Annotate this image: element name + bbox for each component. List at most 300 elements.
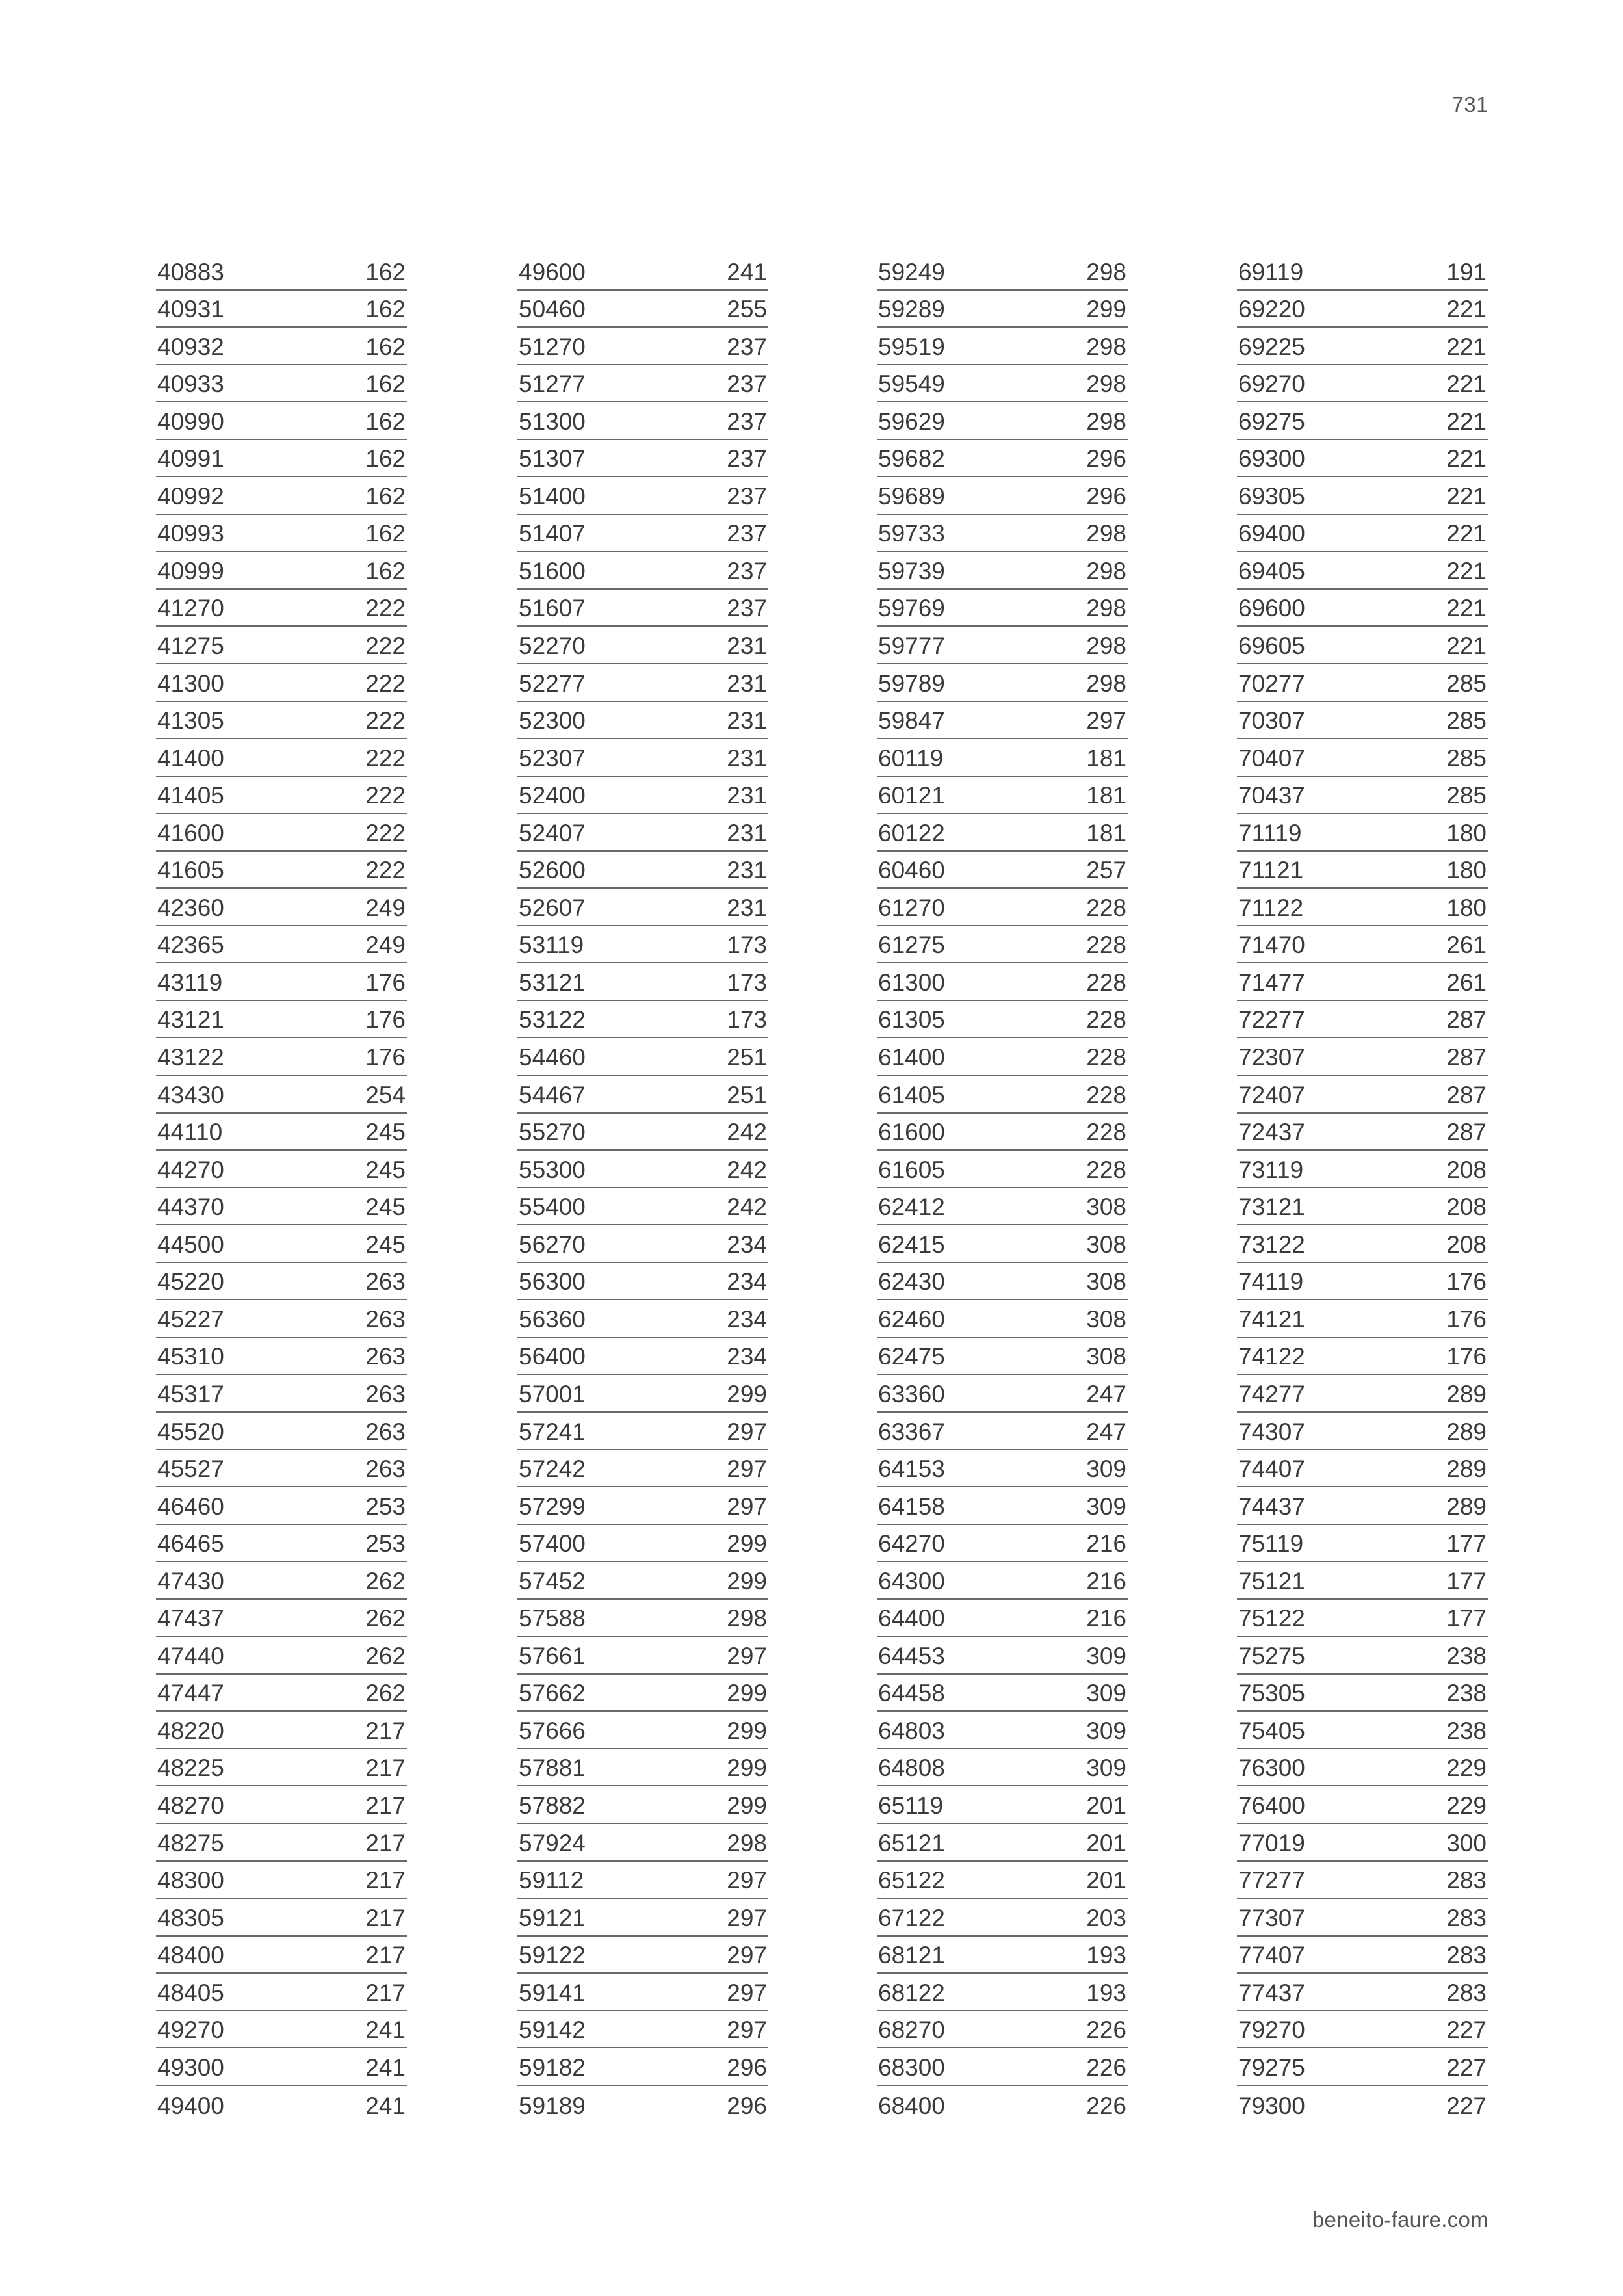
index-row (1237, 1151, 1488, 1188)
page-reference: 262 (365, 1642, 406, 1669)
page-reference: 287 (1446, 1006, 1487, 1034)
reference-code: 45317 (157, 1380, 224, 1407)
index-row (156, 328, 407, 365)
index-row (877, 2048, 1128, 2086)
index-row (156, 1824, 407, 1862)
page-reference: 221 (1446, 482, 1487, 510)
reference-code: 75275 (1238, 1642, 1305, 1669)
reference-code: 75121 (1238, 1567, 1305, 1595)
index-row (156, 2048, 407, 2086)
index-row (1237, 1188, 1488, 1226)
index-row (517, 1824, 768, 1862)
reference-code: 41300 (157, 670, 224, 697)
page-reference: 227 (1446, 2093, 1487, 2120)
reference-code: 61270 (878, 894, 945, 921)
page-reference: 234 (727, 1268, 767, 1296)
page-reference: 263 (365, 1380, 406, 1407)
page-reference: 245 (365, 1231, 406, 1258)
reference-code: 44270 (157, 1156, 224, 1183)
reference-code: 76400 (1238, 1792, 1305, 1819)
page-reference: 173 (727, 1006, 767, 1034)
page-reference: 249 (365, 894, 406, 921)
reference-code: 71121 (1238, 857, 1304, 884)
index-columns (0, 253, 1623, 2125)
index-row (156, 1862, 407, 1899)
index-row (1237, 926, 1488, 964)
index-row (517, 1038, 768, 1076)
reference-code: 53119 (519, 932, 584, 959)
page-reference: 221 (1446, 296, 1487, 323)
index-row (156, 1413, 407, 1450)
reference-code: 47430 (157, 1567, 224, 1595)
reference-code: 68400 (878, 2093, 945, 2120)
index-row (156, 1338, 407, 1376)
index-row (877, 1413, 1128, 1450)
reference-code: 53122 (519, 1006, 586, 1034)
page-reference: 217 (365, 1904, 406, 1931)
reference-code: 64300 (878, 1567, 945, 1595)
page-reference: 263 (365, 1268, 406, 1296)
page-reference: 162 (365, 408, 406, 435)
page-reference: 217 (365, 1979, 406, 2006)
reference-code: 59289 (878, 296, 945, 323)
index-row (1237, 1450, 1488, 1488)
index-row (1237, 664, 1488, 702)
page-reference: 299 (727, 1755, 767, 1782)
index-row (1237, 590, 1488, 627)
index-row (517, 1450, 768, 1488)
reference-code: 49270 (157, 2016, 224, 2044)
reference-code: 61600 (878, 1119, 945, 1146)
page-reference: 289 (1446, 1380, 1487, 1407)
page-reference: 299 (727, 1680, 767, 1707)
page-reference: 177 (1446, 1567, 1487, 1595)
index-row (156, 1786, 407, 1824)
index-row (877, 1862, 1128, 1899)
index-row (877, 1263, 1128, 1301)
index-row (1237, 1338, 1488, 1376)
reference-code: 57452 (519, 1567, 586, 1595)
index-row (517, 1188, 768, 1226)
page-reference: 217 (365, 1717, 406, 1744)
page-reference: 245 (365, 1156, 406, 1183)
index-row (1237, 1637, 1488, 1675)
reference-code: 61305 (878, 1006, 945, 1034)
page-reference: 262 (365, 1680, 406, 1707)
index-row (1237, 1937, 1488, 1974)
reference-code: 56360 (519, 1305, 586, 1333)
index-row (1237, 1712, 1488, 1749)
reference-code: 51600 (519, 557, 586, 584)
reference-code: 57400 (519, 1530, 586, 1558)
reference-code: 75305 (1238, 1680, 1305, 1707)
index-row (1237, 328, 1488, 365)
reference-code: 59249 (878, 258, 945, 285)
reference-code: 59739 (878, 557, 945, 584)
index-row (517, 1525, 768, 1563)
reference-code: 65122 (878, 1867, 945, 1894)
index-row (156, 1525, 407, 1563)
page-reference: 309 (1086, 1642, 1126, 1669)
page-reference: 226 (1086, 2093, 1126, 2120)
reference-code: 71122 (1238, 894, 1304, 921)
reference-code: 61605 (878, 1156, 945, 1183)
reference-code: 44110 (157, 1119, 223, 1146)
reference-code: 59112 (519, 1867, 584, 1894)
index-row (156, 889, 407, 926)
page-reference: 201 (1086, 1867, 1126, 1894)
index-row (1237, 963, 1488, 1001)
index-row (517, 664, 768, 702)
page-reference: 231 (727, 744, 767, 772)
reference-code: 72307 (1238, 1044, 1305, 1071)
page-reference: 228 (1086, 969, 1126, 996)
reference-code: 41400 (157, 744, 224, 772)
index-row (1237, 1675, 1488, 1712)
index-row (1237, 627, 1488, 664)
reference-code: 64270 (878, 1530, 945, 1558)
reference-code: 50460 (519, 296, 586, 323)
page-reference: 287 (1446, 1044, 1487, 1071)
page-reference: 181 (1086, 819, 1126, 846)
reference-code: 43430 (157, 1081, 224, 1108)
index-row (517, 739, 768, 777)
page-reference: 181 (1086, 744, 1126, 772)
index-row (1237, 1300, 1488, 1338)
reference-code: 54460 (519, 1044, 586, 1071)
reference-code: 69119 (1238, 258, 1304, 285)
reference-code: 64400 (878, 1605, 945, 1632)
reference-code: 41275 (157, 633, 224, 660)
page-reference: 231 (727, 707, 767, 735)
index-row (877, 702, 1128, 740)
reference-code: 57662 (519, 1680, 586, 1707)
index-row (517, 702, 768, 740)
reference-code: 51407 (519, 520, 586, 547)
index-row (156, 1487, 407, 1525)
reference-code: 74119 (1238, 1268, 1304, 1296)
page-reference: 297 (727, 1455, 767, 1483)
reference-code: 65121 (878, 1829, 945, 1857)
reference-code: 74437 (1238, 1493, 1305, 1520)
reference-code: 64153 (878, 1455, 945, 1483)
index-row (156, 477, 407, 515)
reference-code: 63367 (878, 1418, 945, 1445)
page-reference: 222 (365, 744, 406, 772)
reference-code: 57001 (519, 1380, 586, 1407)
index-row (156, 590, 407, 627)
index-row (877, 1749, 1128, 1787)
page-reference: 298 (1086, 371, 1126, 398)
reference-code: 69605 (1238, 633, 1305, 660)
page-reference: 180 (1446, 894, 1487, 921)
index-row (877, 477, 1128, 515)
index-row (877, 2086, 1128, 2124)
index-row (517, 2048, 768, 2086)
index-row (1237, 1786, 1488, 1824)
reference-code: 59769 (878, 595, 945, 622)
index-row (156, 253, 407, 291)
page-reference: 191 (1446, 258, 1487, 285)
page-reference: 176 (365, 1006, 406, 1034)
page-reference: 181 (1086, 782, 1126, 809)
index-row (156, 402, 407, 440)
index-row (156, 2086, 407, 2124)
index-row (1237, 1600, 1488, 1637)
reference-code: 42360 (157, 894, 224, 921)
index-row (517, 1862, 768, 1899)
page-reference: 242 (727, 1156, 767, 1183)
page-reference: 231 (727, 633, 767, 660)
reference-code: 42365 (157, 932, 224, 959)
reference-code: 53121 (519, 969, 586, 996)
index-row (877, 515, 1128, 553)
index-row (156, 1637, 407, 1675)
index-row (517, 1263, 768, 1301)
index-row (517, 2086, 768, 2124)
index-row (1237, 1038, 1488, 1076)
page-reference: 283 (1446, 1867, 1487, 1894)
reference-code: 72407 (1238, 1081, 1305, 1108)
page-reference: 162 (365, 333, 406, 360)
index-row (156, 552, 407, 590)
index-row (156, 1225, 407, 1263)
reference-code: 59549 (878, 371, 945, 398)
page-reference: 262 (365, 1567, 406, 1595)
index-row (877, 1450, 1128, 1488)
index-row (877, 852, 1128, 889)
reference-code: 60460 (878, 857, 945, 884)
page-reference: 176 (365, 1044, 406, 1071)
page-reference: 237 (727, 371, 767, 398)
reference-code: 57924 (519, 1829, 586, 1857)
page-reference: 229 (1446, 1792, 1487, 1819)
reference-code: 57242 (519, 1455, 586, 1483)
page-reference: 217 (365, 1755, 406, 1782)
index-row (1237, 552, 1488, 590)
page-reference: 176 (365, 969, 406, 996)
index-row (517, 1562, 768, 1600)
reference-code: 48400 (157, 1942, 224, 1969)
reference-code: 40932 (157, 333, 224, 360)
index-row (517, 627, 768, 664)
page-reference: 297 (727, 1642, 767, 1669)
reference-code: 41270 (157, 595, 224, 622)
reference-code: 73119 (1238, 1156, 1304, 1183)
page-reference: 222 (365, 670, 406, 697)
index-column (517, 253, 768, 2123)
reference-code: 79270 (1238, 2016, 1305, 2044)
reference-code: 59689 (878, 482, 945, 510)
index-row (1237, 889, 1488, 926)
reference-code: 41600 (157, 819, 224, 846)
index-row (156, 1749, 407, 1787)
page-reference: 201 (1086, 1829, 1126, 1857)
page-reference: 297 (727, 1904, 767, 1931)
reference-code: 69305 (1238, 482, 1305, 510)
reference-code: 67122 (878, 1904, 945, 1931)
index-row (877, 1675, 1128, 1712)
page-reference: 162 (365, 296, 406, 323)
page-reference: 173 (727, 932, 767, 959)
reference-code: 45220 (157, 1268, 224, 1296)
page-reference: 251 (727, 1044, 767, 1071)
index-row (1237, 1562, 1488, 1600)
page-reference: 227 (1446, 2016, 1487, 2044)
page-reference: 242 (727, 1119, 767, 1146)
index-row (1237, 2086, 1488, 2124)
page-reference: 237 (727, 557, 767, 584)
reference-code: 69400 (1238, 520, 1305, 547)
reference-code: 79275 (1238, 2054, 1305, 2081)
index-row (877, 1225, 1128, 1263)
index-row (1237, 291, 1488, 328)
reference-code: 77307 (1238, 1904, 1305, 1931)
index-row (877, 1786, 1128, 1824)
page-reference: 231 (727, 894, 767, 921)
reference-code: 61405 (878, 1081, 945, 1108)
index-row (156, 1375, 407, 1413)
index-row (1237, 1824, 1488, 1862)
index-row (517, 590, 768, 627)
index-row (877, 963, 1128, 1001)
reference-code: 57666 (519, 1717, 586, 1744)
index-row (877, 664, 1128, 702)
page-reference: 285 (1446, 744, 1487, 772)
reference-code: 52600 (519, 857, 586, 884)
reference-code: 55270 (519, 1119, 586, 1146)
index-row (1237, 477, 1488, 515)
index-row (1237, 365, 1488, 403)
index-column (877, 253, 1128, 2123)
index-row (517, 1675, 768, 1712)
page-reference: 308 (1086, 1268, 1126, 1296)
reference-code: 55300 (519, 1156, 586, 1183)
page-reference: 229 (1446, 1755, 1487, 1782)
reference-code: 70307 (1238, 707, 1305, 735)
reference-code: 51270 (519, 333, 586, 360)
page-reference: 217 (365, 1829, 406, 1857)
page-reference: 203 (1086, 1904, 1126, 1931)
page-reference: 251 (727, 1081, 767, 1108)
index-row (517, 889, 768, 926)
index-row (517, 1974, 768, 2011)
page-reference: 298 (1086, 520, 1126, 547)
page-reference: 176 (1446, 1305, 1487, 1333)
index-row (156, 1899, 407, 1937)
index-row (517, 777, 768, 815)
page-reference: 216 (1086, 1530, 1126, 1558)
page-reference: 308 (1086, 1305, 1126, 1333)
reference-code: 71477 (1238, 969, 1305, 996)
page-reference: 283 (1446, 1942, 1487, 1969)
index-row (877, 291, 1128, 328)
reference-code: 57588 (519, 1605, 586, 1632)
page-reference: 237 (727, 333, 767, 360)
page-reference: 162 (365, 258, 406, 285)
page-reference: 297 (727, 1418, 767, 1445)
reference-code: 56300 (519, 1268, 586, 1296)
index-column (1237, 253, 1488, 2123)
reference-code: 48305 (157, 1904, 224, 1931)
reference-code: 52307 (519, 744, 586, 772)
reference-code: 59519 (878, 333, 945, 360)
index-row (517, 365, 768, 403)
reference-code: 48225 (157, 1755, 224, 1782)
page-reference: 221 (1446, 371, 1487, 398)
page-reference: 296 (1086, 482, 1126, 510)
page-reference: 298 (1086, 670, 1126, 697)
page-reference: 221 (1446, 408, 1487, 435)
index-row (877, 777, 1128, 815)
page-reference: 234 (727, 1343, 767, 1370)
reference-code: 65119 (878, 1792, 944, 1819)
index-row (877, 1487, 1128, 1525)
page-reference: 217 (365, 1867, 406, 1894)
page-reference: 298 (727, 1829, 767, 1857)
page-reference: 261 (1446, 969, 1487, 996)
page-reference: 222 (365, 707, 406, 735)
index-row (877, 627, 1128, 664)
reference-code: 72437 (1238, 1119, 1305, 1146)
index-row (517, 440, 768, 478)
reference-code: 47447 (157, 1680, 224, 1707)
index-row (877, 402, 1128, 440)
reference-code: 57881 (519, 1755, 586, 1782)
index-row (156, 440, 407, 478)
index-row (517, 1225, 768, 1263)
reference-code: 41305 (157, 707, 224, 735)
index-row (517, 1487, 768, 1525)
index-row (1237, 1749, 1488, 1787)
index-row (517, 2011, 768, 2049)
index-row (156, 1675, 407, 1712)
reference-code: 44500 (157, 1231, 224, 1258)
index-row (517, 926, 768, 964)
page-reference: 245 (365, 1119, 406, 1146)
index-row (877, 1824, 1128, 1862)
page-reference: 299 (727, 1530, 767, 1558)
reference-code: 49300 (157, 2054, 224, 2081)
page-reference: 263 (365, 1455, 406, 1483)
index-row (1237, 1487, 1488, 1525)
index-row (877, 1712, 1128, 1749)
reference-code: 59777 (878, 633, 945, 660)
page-reference: 208 (1446, 1194, 1487, 1221)
page-reference: 228 (1086, 1081, 1126, 1108)
reference-code: 62430 (878, 1268, 945, 1296)
index-row (1237, 440, 1488, 478)
index-row (517, 291, 768, 328)
page-reference: 217 (365, 1792, 406, 1819)
index-row (156, 1600, 407, 1637)
index-row (517, 1749, 768, 1787)
reference-code: 75405 (1238, 1717, 1305, 1744)
page-reference: 177 (1446, 1605, 1487, 1632)
reference-code: 60122 (878, 819, 945, 846)
page-reference: 217 (365, 1942, 406, 1969)
reference-code: 40883 (157, 258, 224, 285)
page-reference: 221 (1446, 445, 1487, 473)
reference-code: 69220 (1238, 296, 1305, 323)
page-reference: 296 (727, 2093, 767, 2120)
index-row (877, 1562, 1128, 1600)
page-reference: 238 (1446, 1680, 1487, 1707)
page-reference: 231 (727, 857, 767, 884)
index-row (156, 926, 407, 964)
reference-code: 48300 (157, 1867, 224, 1894)
page-number: 731 (1451, 92, 1488, 116)
